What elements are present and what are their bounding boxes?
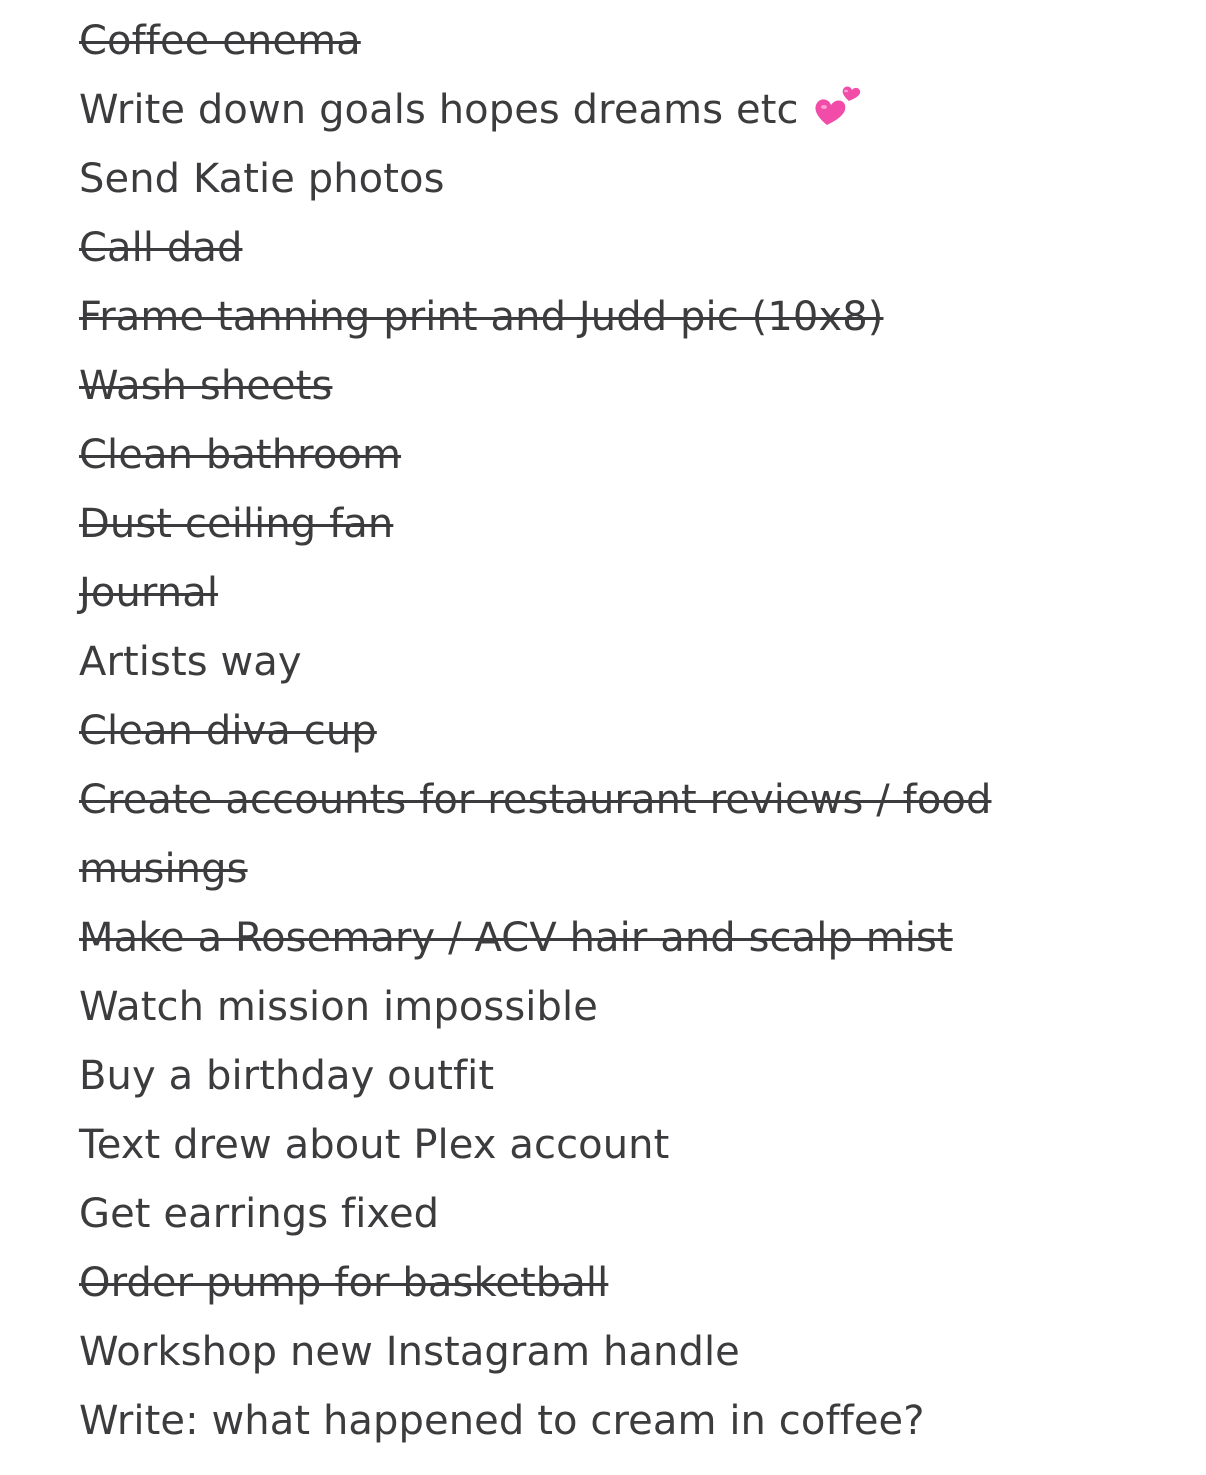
- note-line-text: Write down goals hopes dreams etc: [79, 87, 799, 133]
- note-line-text: Journal: [79, 570, 219, 616]
- note-line[interactable]: [79, 145, 1169, 214]
- note-line[interactable]: [79, 1249, 1169, 1318]
- note-line-text: Call dad: [79, 225, 243, 271]
- note-line[interactable]: [79, 1387, 1169, 1456]
- two-hearts-icon: [813, 81, 865, 133]
- note-line[interactable]: [79, 490, 1169, 559]
- note-line[interactable]: [79, 283, 1169, 352]
- note-line[interactable]: [79, 1042, 1169, 1111]
- note-line-text: Clean bathroom: [79, 432, 402, 478]
- note-line[interactable]: [79, 559, 1169, 628]
- note-line-text: Make a Rosemary / ACV hair and scalp mist: [79, 915, 953, 961]
- note-line[interactable]: [79, 352, 1169, 421]
- note-line[interactable]: [79, 76, 1169, 145]
- note-line-text: Clean diva cup: [79, 708, 377, 754]
- note-line[interactable]: [79, 1111, 1169, 1180]
- note-line-text: Dust ceiling fan: [79, 501, 394, 547]
- note-line[interactable]: [79, 766, 1169, 835]
- note-line[interactable]: [79, 973, 1169, 1042]
- note-line-text: Workshop new Instagram handle: [79, 1329, 740, 1375]
- note-line[interactable]: [79, 7, 1169, 76]
- note-line[interactable]: [79, 835, 1169, 904]
- note-line-text: Buy a birthday outfit: [79, 1053, 495, 1099]
- note-line-text: Wash sheets: [79, 363, 333, 409]
- note-line[interactable]: [79, 697, 1169, 766]
- note-line[interactable]: [79, 1180, 1169, 1249]
- note-line-text: Watch mission impossible: [79, 984, 598, 1030]
- note-line[interactable]: [79, 214, 1169, 283]
- note-line-text: Order pump for basketball: [79, 1260, 609, 1306]
- note-line[interactable]: [79, 904, 1169, 973]
- note-line-text: Text drew about Plex account: [79, 1122, 670, 1168]
- note-line-text: Create accounts for restaurant reviews / food: [79, 777, 992, 823]
- note-line-text: Frame tanning print and Judd pic (10x8): [79, 294, 884, 340]
- note-line-text: Coffee enema: [79, 18, 361, 64]
- note-line-text: Send Katie photos: [79, 156, 445, 202]
- note-line[interactable]: [79, 421, 1169, 490]
- note-body[interactable]: [79, 7, 1169, 1456]
- note-line[interactable]: [79, 1318, 1169, 1387]
- note-line-text: Write: what happened to cream in coffee?: [79, 1398, 925, 1444]
- note-line-text: musings: [79, 846, 248, 892]
- note-line-text: Artists way: [79, 639, 302, 685]
- note-line[interactable]: [79, 628, 1169, 697]
- note-line-text: Get earrings fixed: [79, 1191, 440, 1237]
